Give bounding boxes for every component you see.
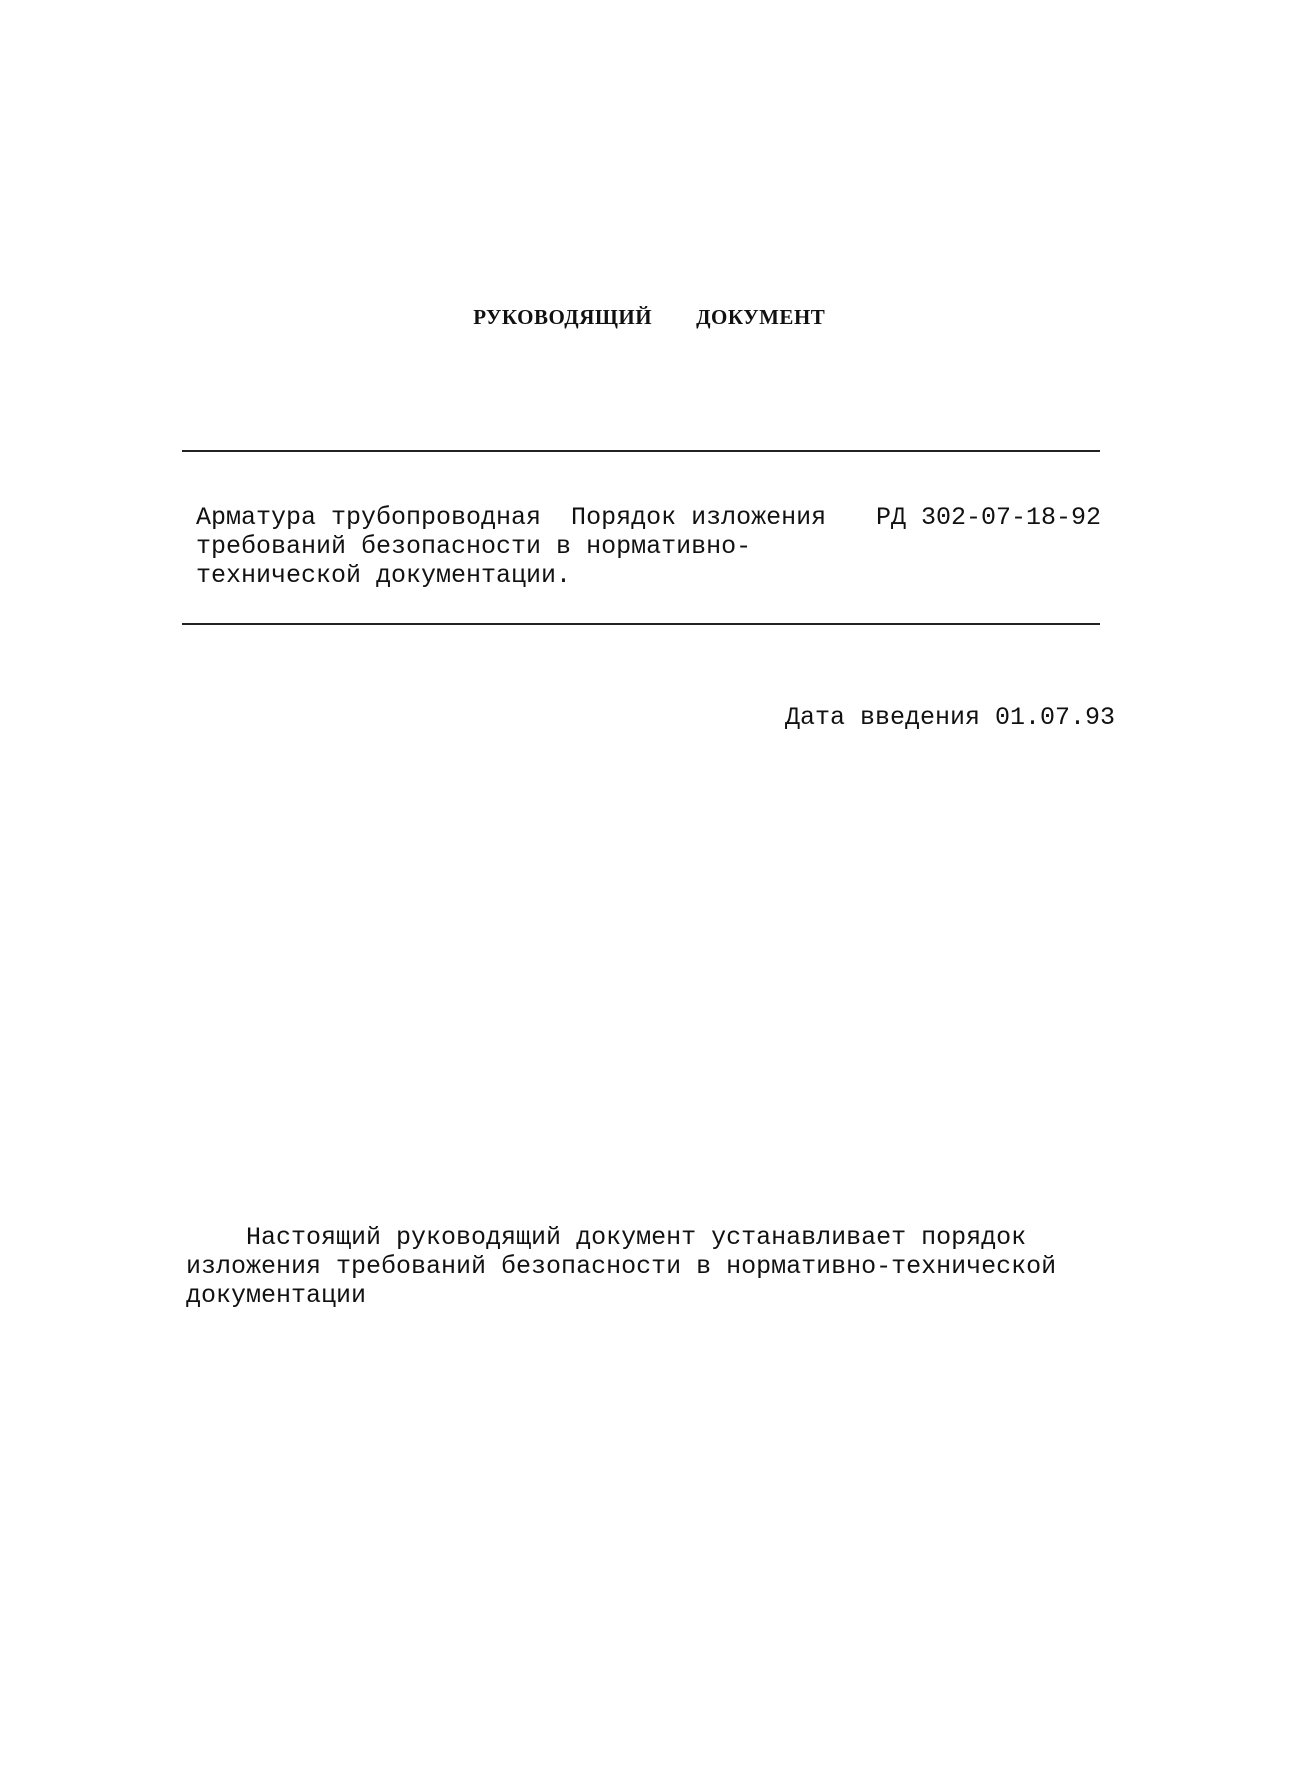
bottom-divider: [182, 623, 1100, 625]
body-line: документации: [186, 1281, 367, 1310]
body-line: Настоящий руководящий документ устанавливает порядок: [186, 1223, 1027, 1252]
title-line: требований безопасности в нормативно-: [196, 532, 752, 561]
document-code: РД 302-07-18-92: [876, 503, 1102, 532]
body-paragraph: [186, 1223, 1056, 1310]
heading-word-1: РУКОВОДЯЩИЙ: [473, 305, 653, 329]
document-type-heading: [0, 280, 1289, 330]
effective-date: Дата введения 01.07.93: [785, 703, 1116, 732]
body-line: изложения требований безопасности в нормативно-технической: [186, 1252, 1057, 1281]
title-line: Арматура трубопроводная Порядок изложения: [196, 503, 827, 532]
document-title: [196, 503, 826, 590]
title-line: технической документации.: [196, 561, 572, 590]
heading-word-2: ДОКУМЕНТ: [696, 305, 826, 329]
top-divider: [182, 450, 1100, 452]
